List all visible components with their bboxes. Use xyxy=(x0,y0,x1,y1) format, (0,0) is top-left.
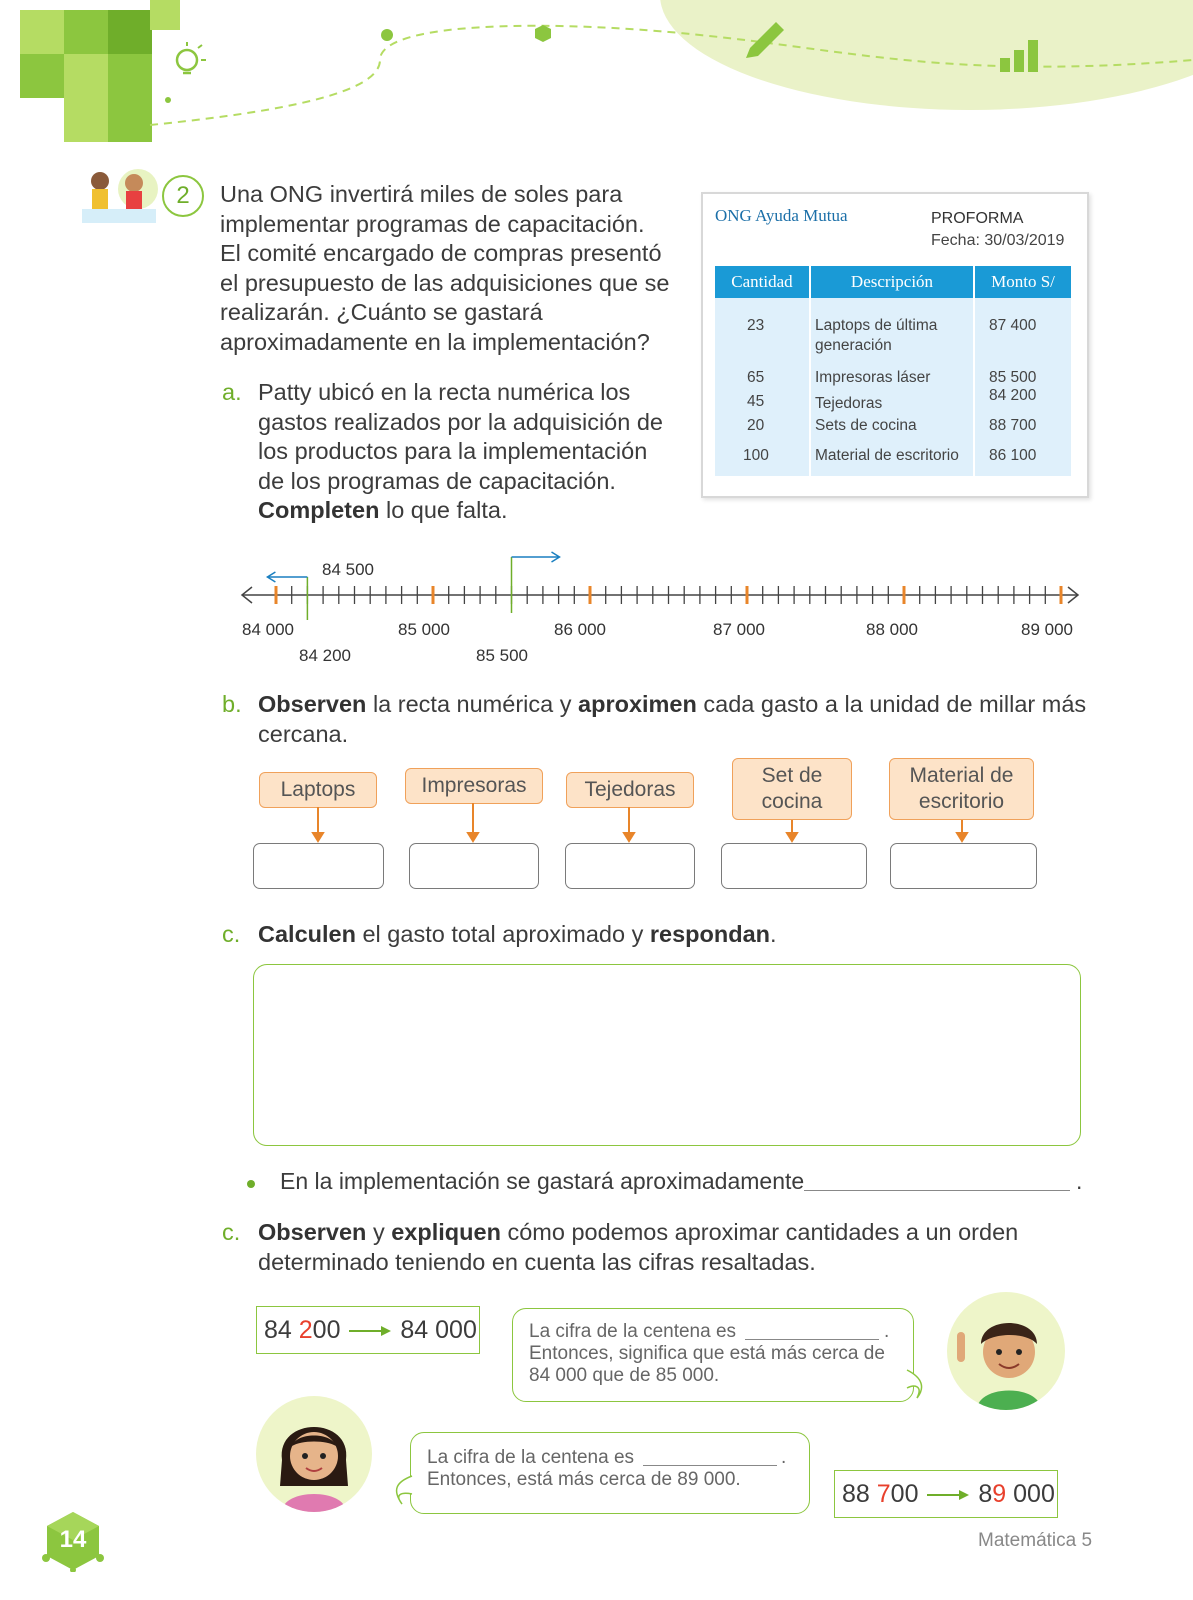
item-c-end: . xyxy=(770,921,777,947)
proforma-org: ONG Ayuda Mutua xyxy=(715,206,848,225)
proforma-date: Fecha: 30/03/2019 xyxy=(931,232,1065,249)
bubble1-blank[interactable] xyxy=(745,1339,879,1340)
item-c2-bold1: Observen xyxy=(258,1219,367,1245)
girl-avatar xyxy=(256,1396,372,1512)
item-b-mid: la recta numérica y xyxy=(366,691,579,717)
item-b-bold1: Observen xyxy=(258,691,367,717)
example2-pre: 88 xyxy=(842,1480,877,1508)
nl-label-84500: 84 500 xyxy=(322,560,374,579)
answer-blank[interactable] xyxy=(804,1190,1070,1191)
question-number: 2 xyxy=(162,175,204,217)
pencil-icon xyxy=(740,18,786,64)
speech-bubble-1 xyxy=(512,1308,914,1402)
nl-label-84000: 84 000 xyxy=(242,620,294,639)
nl-label-84200: 84 200 xyxy=(299,646,351,665)
item-c2-mid: y xyxy=(366,1219,392,1245)
header-cantidad: Cantidad xyxy=(715,266,809,298)
answer-sentence: En la implementación se gastará aproximadamente xyxy=(280,1168,805,1194)
bullet-dot xyxy=(247,1180,255,1188)
arrow-right-icon xyxy=(925,1488,971,1502)
bubble2-tail xyxy=(388,1470,414,1510)
row-qty: 65 xyxy=(747,369,765,386)
page-number: 14 xyxy=(59,1526,87,1553)
item-c2 xyxy=(222,1218,1092,1275)
example2-res-post: 000 xyxy=(1006,1480,1055,1508)
answer-box-tejedoras[interactable] xyxy=(565,843,695,889)
example-84200 xyxy=(256,1306,480,1354)
example-88700 xyxy=(834,1470,1058,1518)
nl-label-85000: 85 000 xyxy=(398,620,450,639)
item-a-rest: lo que falta. xyxy=(379,497,508,523)
item-c-letter: c. xyxy=(222,921,241,947)
nl-label-86000: 86 000 xyxy=(554,620,606,639)
example1-post: 00 xyxy=(312,1316,341,1344)
item-a-letter: a. xyxy=(222,379,242,405)
bubble1-dot: . xyxy=(884,1321,890,1342)
example2-res-pre: 8 xyxy=(978,1480,993,1508)
lightbulb-icon xyxy=(165,40,211,86)
bubble2-blank[interactable] xyxy=(643,1465,777,1466)
bar-chart-icon xyxy=(998,38,1046,74)
nl-label-88000: 88 000 xyxy=(866,620,918,639)
item-a xyxy=(222,378,672,523)
proforma-title: PROFORMA xyxy=(931,210,1024,227)
bubble2-line2: Entonces, está más cerca de 89 000. xyxy=(427,1469,741,1490)
item-b-bold2: aproximen xyxy=(578,691,697,717)
header-descripcion: Descripción xyxy=(811,266,973,298)
product-label-impresoras: Impresoras xyxy=(405,768,543,804)
product-label-material: Material de escritorio xyxy=(889,758,1034,820)
item-c2-letter: c. xyxy=(222,1219,241,1245)
example1-digit: 2 xyxy=(298,1316,313,1344)
item-a-text: Patty ubicó en la recta numérica los gastos realizados por la adquisición de los productos para la implementación de los programas de capacitación. xyxy=(258,379,663,494)
row-amount: 84 200 xyxy=(989,387,1037,404)
answer-box-set-cocina[interactable] xyxy=(721,843,867,889)
item-b xyxy=(222,690,1092,747)
item-c2-bold2: expliquen xyxy=(391,1219,501,1245)
product-label-set-cocina: Set de cocina xyxy=(732,758,852,820)
arrow-right-icon xyxy=(347,1324,393,1338)
example2-digit: 7 xyxy=(876,1480,891,1508)
bubble1-tail xyxy=(905,1360,935,1400)
bubble1-line1: La cifra de la centena es xyxy=(529,1321,737,1342)
book-title: Matemática 5 xyxy=(978,1530,1093,1551)
item-c2-rest: cómo podemos aproximar cantidades a un orden determinado teniendo en cuenta las cifras resaltadas. xyxy=(258,1219,1019,1275)
item-c-bold1: Calculen xyxy=(258,921,356,947)
answer-box-laptops[interactable] xyxy=(253,843,384,889)
answer-box-impresoras[interactable] xyxy=(409,843,539,889)
answer-sentence-dot: . xyxy=(1076,1168,1083,1194)
item-c xyxy=(222,920,1092,950)
number-line xyxy=(0,550,1193,620)
proforma-table xyxy=(715,266,1071,476)
row-desc: Impresoras láser xyxy=(815,369,931,386)
example1-pre: 84 xyxy=(264,1316,299,1344)
calculation-area[interactable] xyxy=(253,964,1081,1146)
item-c-mid: el gasto total aproximado y xyxy=(355,921,650,947)
product-label-laptops: Laptops xyxy=(259,772,377,808)
row-desc: Sets de cocina xyxy=(815,417,917,434)
row-qty: 45 xyxy=(747,393,765,410)
answer-box-material[interactable] xyxy=(890,843,1037,889)
row-amount: 85 500 xyxy=(989,369,1037,386)
bubble2-line1: La cifra de la centena es xyxy=(427,1447,635,1468)
item-b-rest: cada gasto a la unidad de millar más cercana. xyxy=(258,691,1087,747)
row-desc: Laptops de última generación xyxy=(815,317,938,354)
example2-res-digit: 9 xyxy=(992,1480,1007,1508)
row-amount: 88 700 xyxy=(989,417,1037,434)
row-amount: 86 100 xyxy=(989,447,1037,464)
item-a-bold: Completen xyxy=(258,497,380,523)
example2-post: 00 xyxy=(890,1480,919,1508)
kids-reading-illustration xyxy=(78,165,160,229)
speech-bubble-2 xyxy=(410,1432,810,1514)
product-label-tejedoras: Tejedoras xyxy=(566,772,694,808)
item-b-letter: b. xyxy=(222,691,242,717)
header-monto: Monto S/ xyxy=(975,266,1071,298)
item-c-bold2: respondan xyxy=(649,921,771,947)
row-desc: Material de escritorio xyxy=(815,447,959,464)
page-number-badge xyxy=(42,1510,104,1572)
proforma-card xyxy=(701,192,1089,498)
row-amount: 87 400 xyxy=(989,317,1037,334)
nl-label-89000: 89 000 xyxy=(1021,620,1073,639)
row-qty: 23 xyxy=(747,317,765,334)
row-qty: 20 xyxy=(747,417,765,434)
example1-result: 84 000 xyxy=(400,1316,477,1344)
nl-label-85500: 85 500 xyxy=(476,646,528,665)
row-desc: Tejedoras xyxy=(815,395,883,412)
bubble1-line2: Entonces, significa que está más cerca de 84 000 que de 85 000. xyxy=(529,1343,885,1386)
nl-label-87000: 87 000 xyxy=(713,620,765,639)
row-qty: 100 xyxy=(743,447,769,464)
boy-avatar xyxy=(947,1292,1065,1410)
bubble2-dot: . xyxy=(781,1447,787,1468)
question-text: Una ONG invertirá miles de soles para implementar programas de capacitación. El comité encargado de compras presentó el presupuesto de las adquisiciones que se realizarán. ¿Cuánto se gastará aproximadamente en la implementación? xyxy=(220,181,670,355)
